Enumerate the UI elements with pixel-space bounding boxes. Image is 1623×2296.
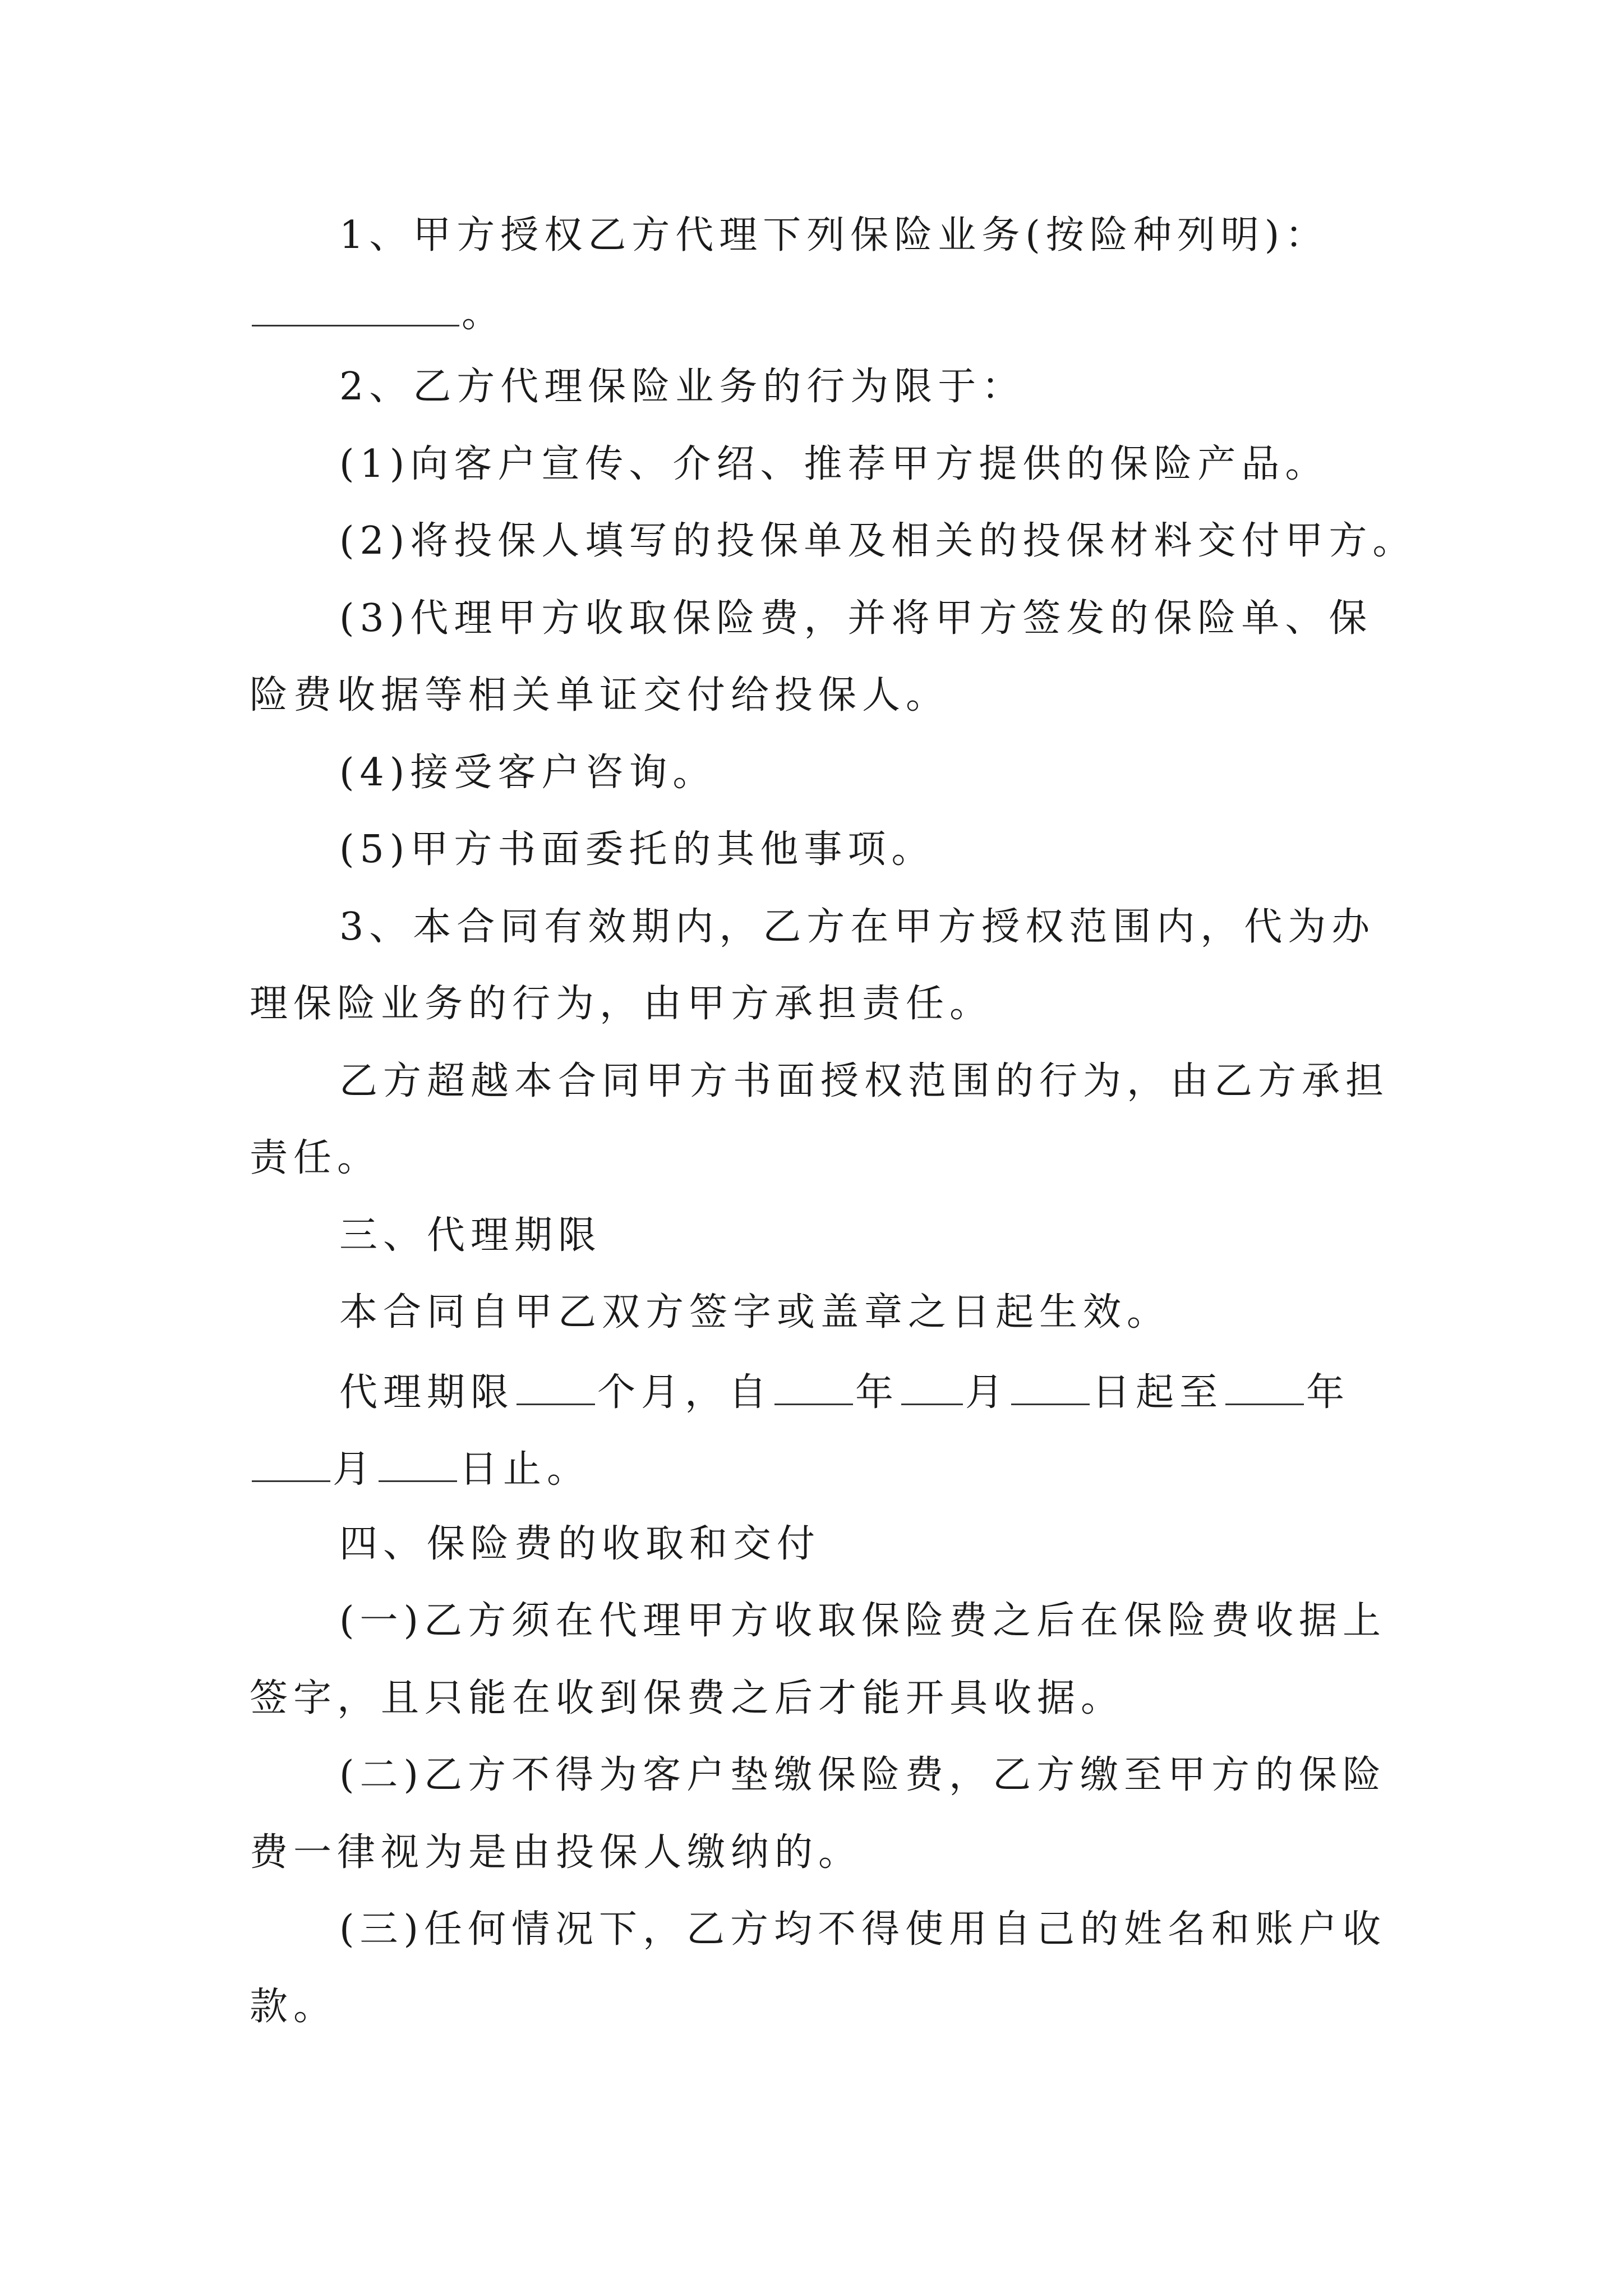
clause-3-para-2-line-1: 乙方超越本合同甲方书面授权范围的行为，由乙方承担	[339, 1059, 1390, 1103]
end-year-blank	[1225, 1368, 1304, 1405]
section-4-item-2-line-1: (二)乙方不得为客户垫缴保险费，乙方缴至甲方的保险	[339, 1753, 1387, 1797]
clause-1-line-2	[250, 289, 505, 334]
start-day-blank	[1011, 1368, 1090, 1405]
clause-2-item-1: (1)向客户宣传、介绍、推荐甲方提供的保险产品。	[339, 442, 1329, 486]
agency-period-line-2	[250, 1444, 591, 1492]
section-4-heading: 四、保险费的收取和交付	[339, 1522, 821, 1566]
months-text: 个月，自	[597, 1370, 773, 1415]
start-year-text: 年	[855, 1370, 900, 1415]
end-year-text: 年	[1306, 1370, 1350, 1415]
section-4-item-3-line-1: (三)任何情况下，乙方均不得使用自己的姓名和账户收	[339, 1907, 1387, 1952]
clause-3-line-2: 理保险业务的行为，由甲方承担责任。	[250, 982, 994, 1026]
end-month-blank	[252, 1444, 330, 1482]
section-4-item-1-line-2: 签字，且只能在收到保费之后才能开具收据。	[250, 1676, 1125, 1720]
clause-2-item-2: (2)将投保人填写的投保单及相关的投保材料交付甲方。	[339, 519, 1417, 563]
clause-2-item-5: (5)甲方书面委托的其他事项。	[339, 827, 935, 872]
clause-2-item-3-line-2: 险费收据等相关单证交付给投保人。	[250, 673, 950, 717]
months-blank	[517, 1368, 595, 1405]
start-month-blank	[901, 1368, 963, 1405]
period-mark: 。	[462, 292, 506, 336]
start-year-blank	[774, 1368, 853, 1405]
agency-period-line-1	[339, 1368, 1350, 1415]
section-4-item-2-line-2: 费一律视为是由投保人缴纳的。	[250, 1830, 863, 1875]
clause-3-line-1: 3、本合同有效期内，乙方在甲方授权范围内，代为办	[339, 905, 1376, 949]
agency-period-label: 代理期限	[339, 1370, 515, 1415]
section-4-item-3-line-2: 款。	[250, 1985, 338, 2029]
effective-clause: 本合同自甲乙双方签字或盖章之日起生效。	[339, 1290, 1171, 1335]
section-4-item-1-line-1: (一)乙方须在代理甲方收取保险费之后在保险费收据上	[339, 1599, 1387, 1643]
clause-3-para-2-line-2: 责任。	[250, 1136, 381, 1180]
end-month-text: 月	[333, 1447, 377, 1492]
end-day-text: 日止。	[459, 1447, 591, 1492]
clause-2-heading: 2、乙方代理保险业务的行为限于：	[339, 365, 1026, 409]
fill-blank	[252, 289, 459, 326]
end-day-blank	[379, 1444, 457, 1482]
clause-2-item-4: (4)接受客户咨询。	[339, 751, 717, 795]
clause-2-item-3-line-1: (3)代理甲方收取保险费，并将甲方签发的保险单、保	[339, 596, 1373, 641]
clause-1-line-1: 1、甲方授权乙方代理下列保险业务(按险种列明)：	[339, 213, 1329, 257]
section-3-heading: 三、代理期限	[339, 1213, 602, 1258]
start-day-text: 日起至	[1092, 1370, 1224, 1415]
start-month-text: 月	[965, 1370, 1009, 1415]
